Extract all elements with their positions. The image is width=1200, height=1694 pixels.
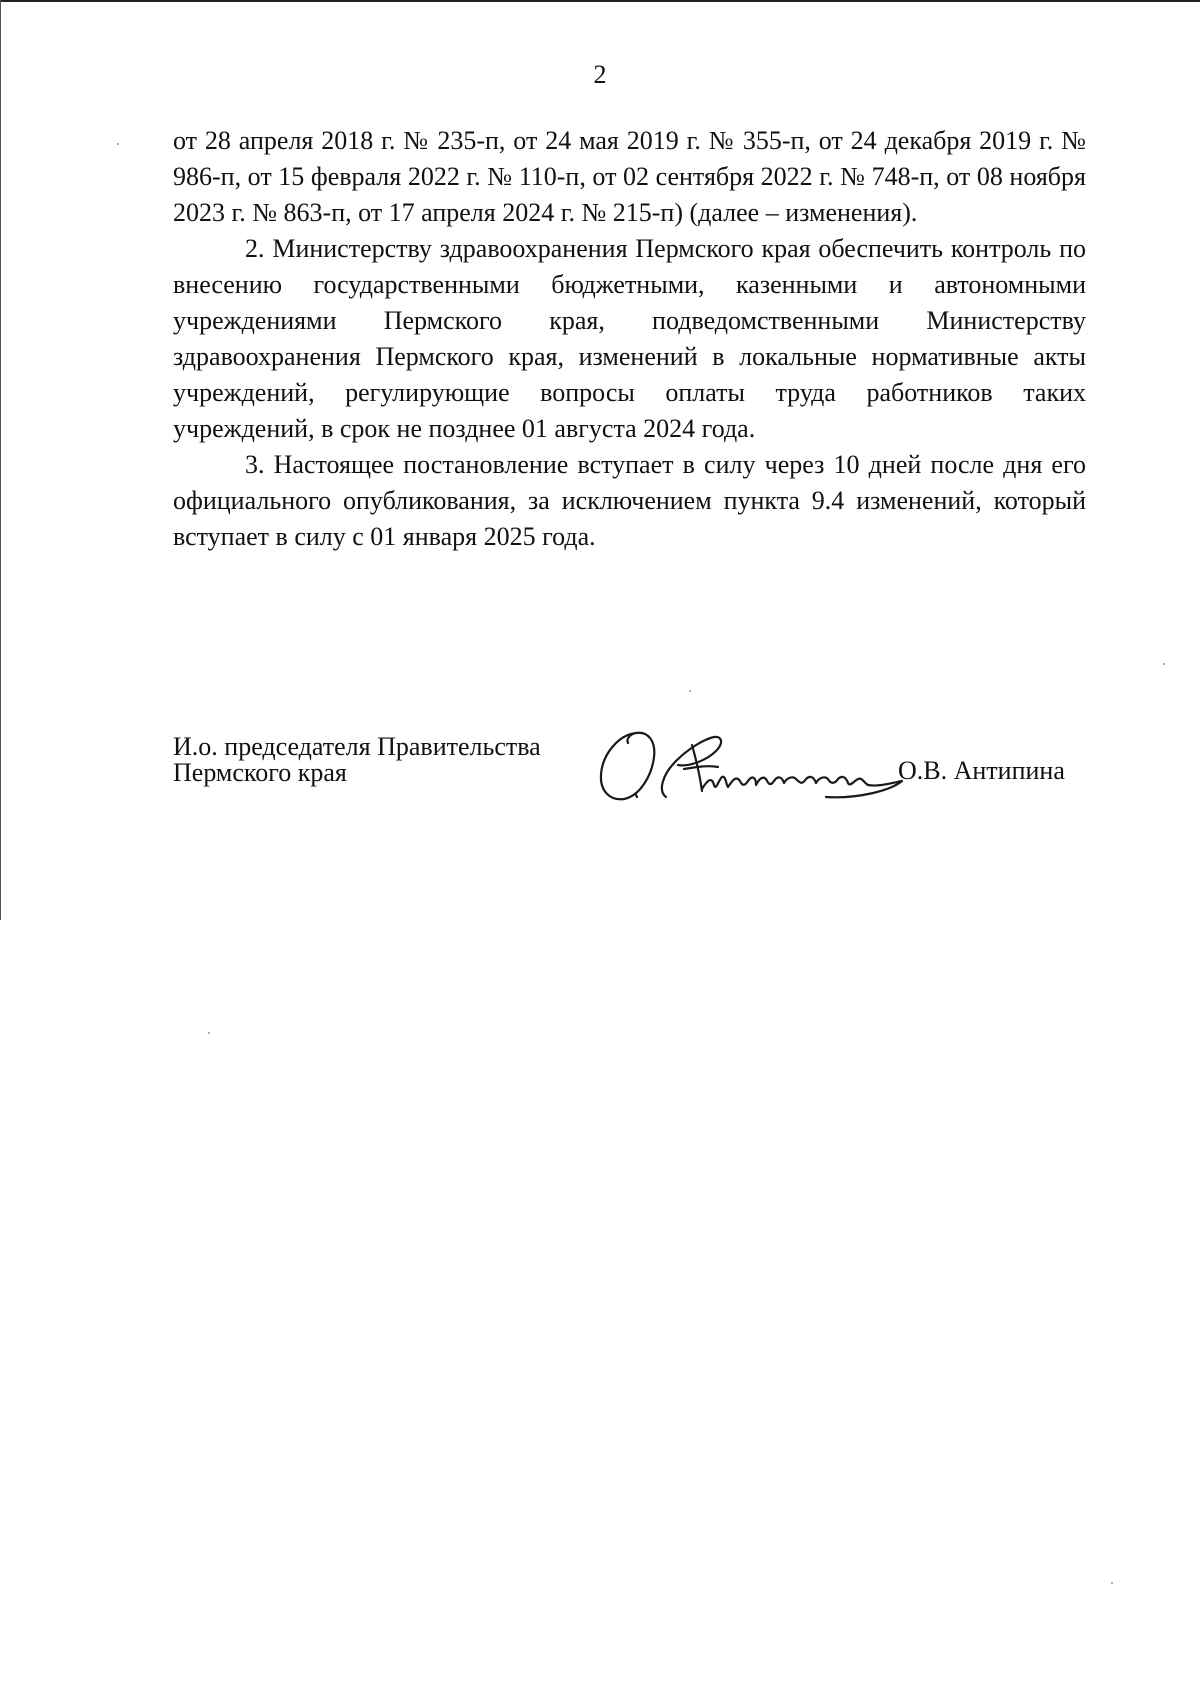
scan-speck bbox=[117, 143, 119, 145]
paragraph-1-continuation: от 28 апреля 2018 г. № 235-п, от 24 мая 2019 г. № 355-п, от 24 декабря 2019 г. № 986-п, от 15 февраля 2022 г. № 110-п, от 02 сентября 2022 г. № 748-п, от 08 ноября 2023 г. № 863-п, от 17 апреля 2024 г. № 215-п) (далее – изменения). bbox=[173, 126, 1086, 227]
scan-speck bbox=[208, 1032, 210, 1034]
handwritten-signature bbox=[596, 725, 914, 805]
signatory-name: О.В. Антипина bbox=[898, 756, 1065, 785]
document-body bbox=[173, 123, 1086, 555]
paragraph-2: 2. Министерству здравоохранения Пермского края обеспечить контроль по внесению государственными бюджетными, казенными и автономными учреждениями Пермского края, подведомственными Министерству здравоохранения Пермского края, изменений в локальные нормативные акты учреждений, регулирующие вопросы оплаты труда работников таких учреждений, в срок не позднее 01 августа 2024 года. bbox=[173, 234, 1086, 443]
signatory-title bbox=[173, 734, 541, 786]
scan-speck bbox=[1111, 1582, 1113, 1584]
paragraph-3: 3. Настоящее постановление вступает в силу через 10 дней после дня его официального опубликования, за исключением пункта 9.4 изменений, который вступает в силу с 01 января 2025 года. bbox=[173, 450, 1086, 551]
scan-left-edge bbox=[0, 0, 1, 920]
scan-speck bbox=[689, 690, 691, 692]
signatory-title-line-2: Пермского края bbox=[173, 758, 347, 787]
scan-speck bbox=[1163, 663, 1165, 665]
signatory-title-line-1: И.о. председателя Правительства bbox=[173, 732, 541, 761]
scan-top-edge bbox=[0, 0, 1200, 2]
page-number: 2 bbox=[593, 60, 607, 89]
